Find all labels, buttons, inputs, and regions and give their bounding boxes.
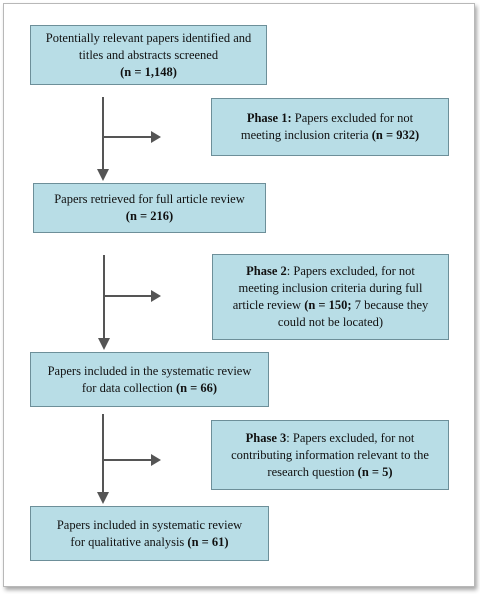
phase1-count: (n = 932)	[371, 128, 420, 142]
phase2-count: (n = 150;	[304, 298, 352, 312]
arrowhead-right-2	[151, 290, 161, 302]
arrowhead-right-1	[151, 131, 161, 143]
identified-line1: Potentially relevant papers identified and	[45, 30, 252, 45]
phase1-label: Phase 1:	[246, 111, 292, 125]
qualitative-line2: for qualitative analysis	[70, 534, 188, 549]
arrowhead-down-3	[97, 492, 109, 504]
phase2-label: Phase 2	[246, 264, 287, 278]
retrieved-line1: Papers retrieved for full article review	[54, 192, 245, 206]
qualitative-line1: Papers included in systematic review	[56, 517, 243, 532]
arrowhead-down-2	[98, 338, 110, 350]
phase3-count: (n = 5)	[357, 464, 393, 479]
arrowhead-right-3	[151, 454, 161, 466]
phase2-text3: article review	[232, 298, 305, 312]
phase3-text1: : Papers excluded, for not	[286, 430, 415, 445]
arrowhead-down-1	[97, 169, 109, 181]
identified-line2: titles and abstracts screened	[78, 47, 219, 62]
retrieved-count: (n = 216)	[125, 209, 174, 223]
collection-line2: for data collection	[81, 380, 176, 395]
collection-count: (n = 66)	[175, 380, 218, 395]
phase2-text2: meeting inclusion criteria during full	[238, 281, 423, 295]
phase2-text4: could not be located)	[277, 315, 384, 329]
phase3-label: Phase 3	[245, 430, 287, 445]
phase1-text1: Papers excluded for not	[291, 111, 414, 125]
qualitative-count: (n = 61)	[187, 534, 229, 549]
phase1-text2: meeting inclusion criteria	[240, 128, 372, 142]
phase3-text2: contributing information relevant to the	[231, 447, 429, 462]
phase2-text3-post: 7 because they	[351, 298, 429, 312]
phase3-text3: research question	[267, 464, 358, 479]
phase2-text1: : Papers excluded, for not	[286, 264, 415, 278]
collection-line1: Papers included in the systematic review	[47, 363, 252, 378]
identified-count: (n = 1,148)	[120, 64, 177, 79]
